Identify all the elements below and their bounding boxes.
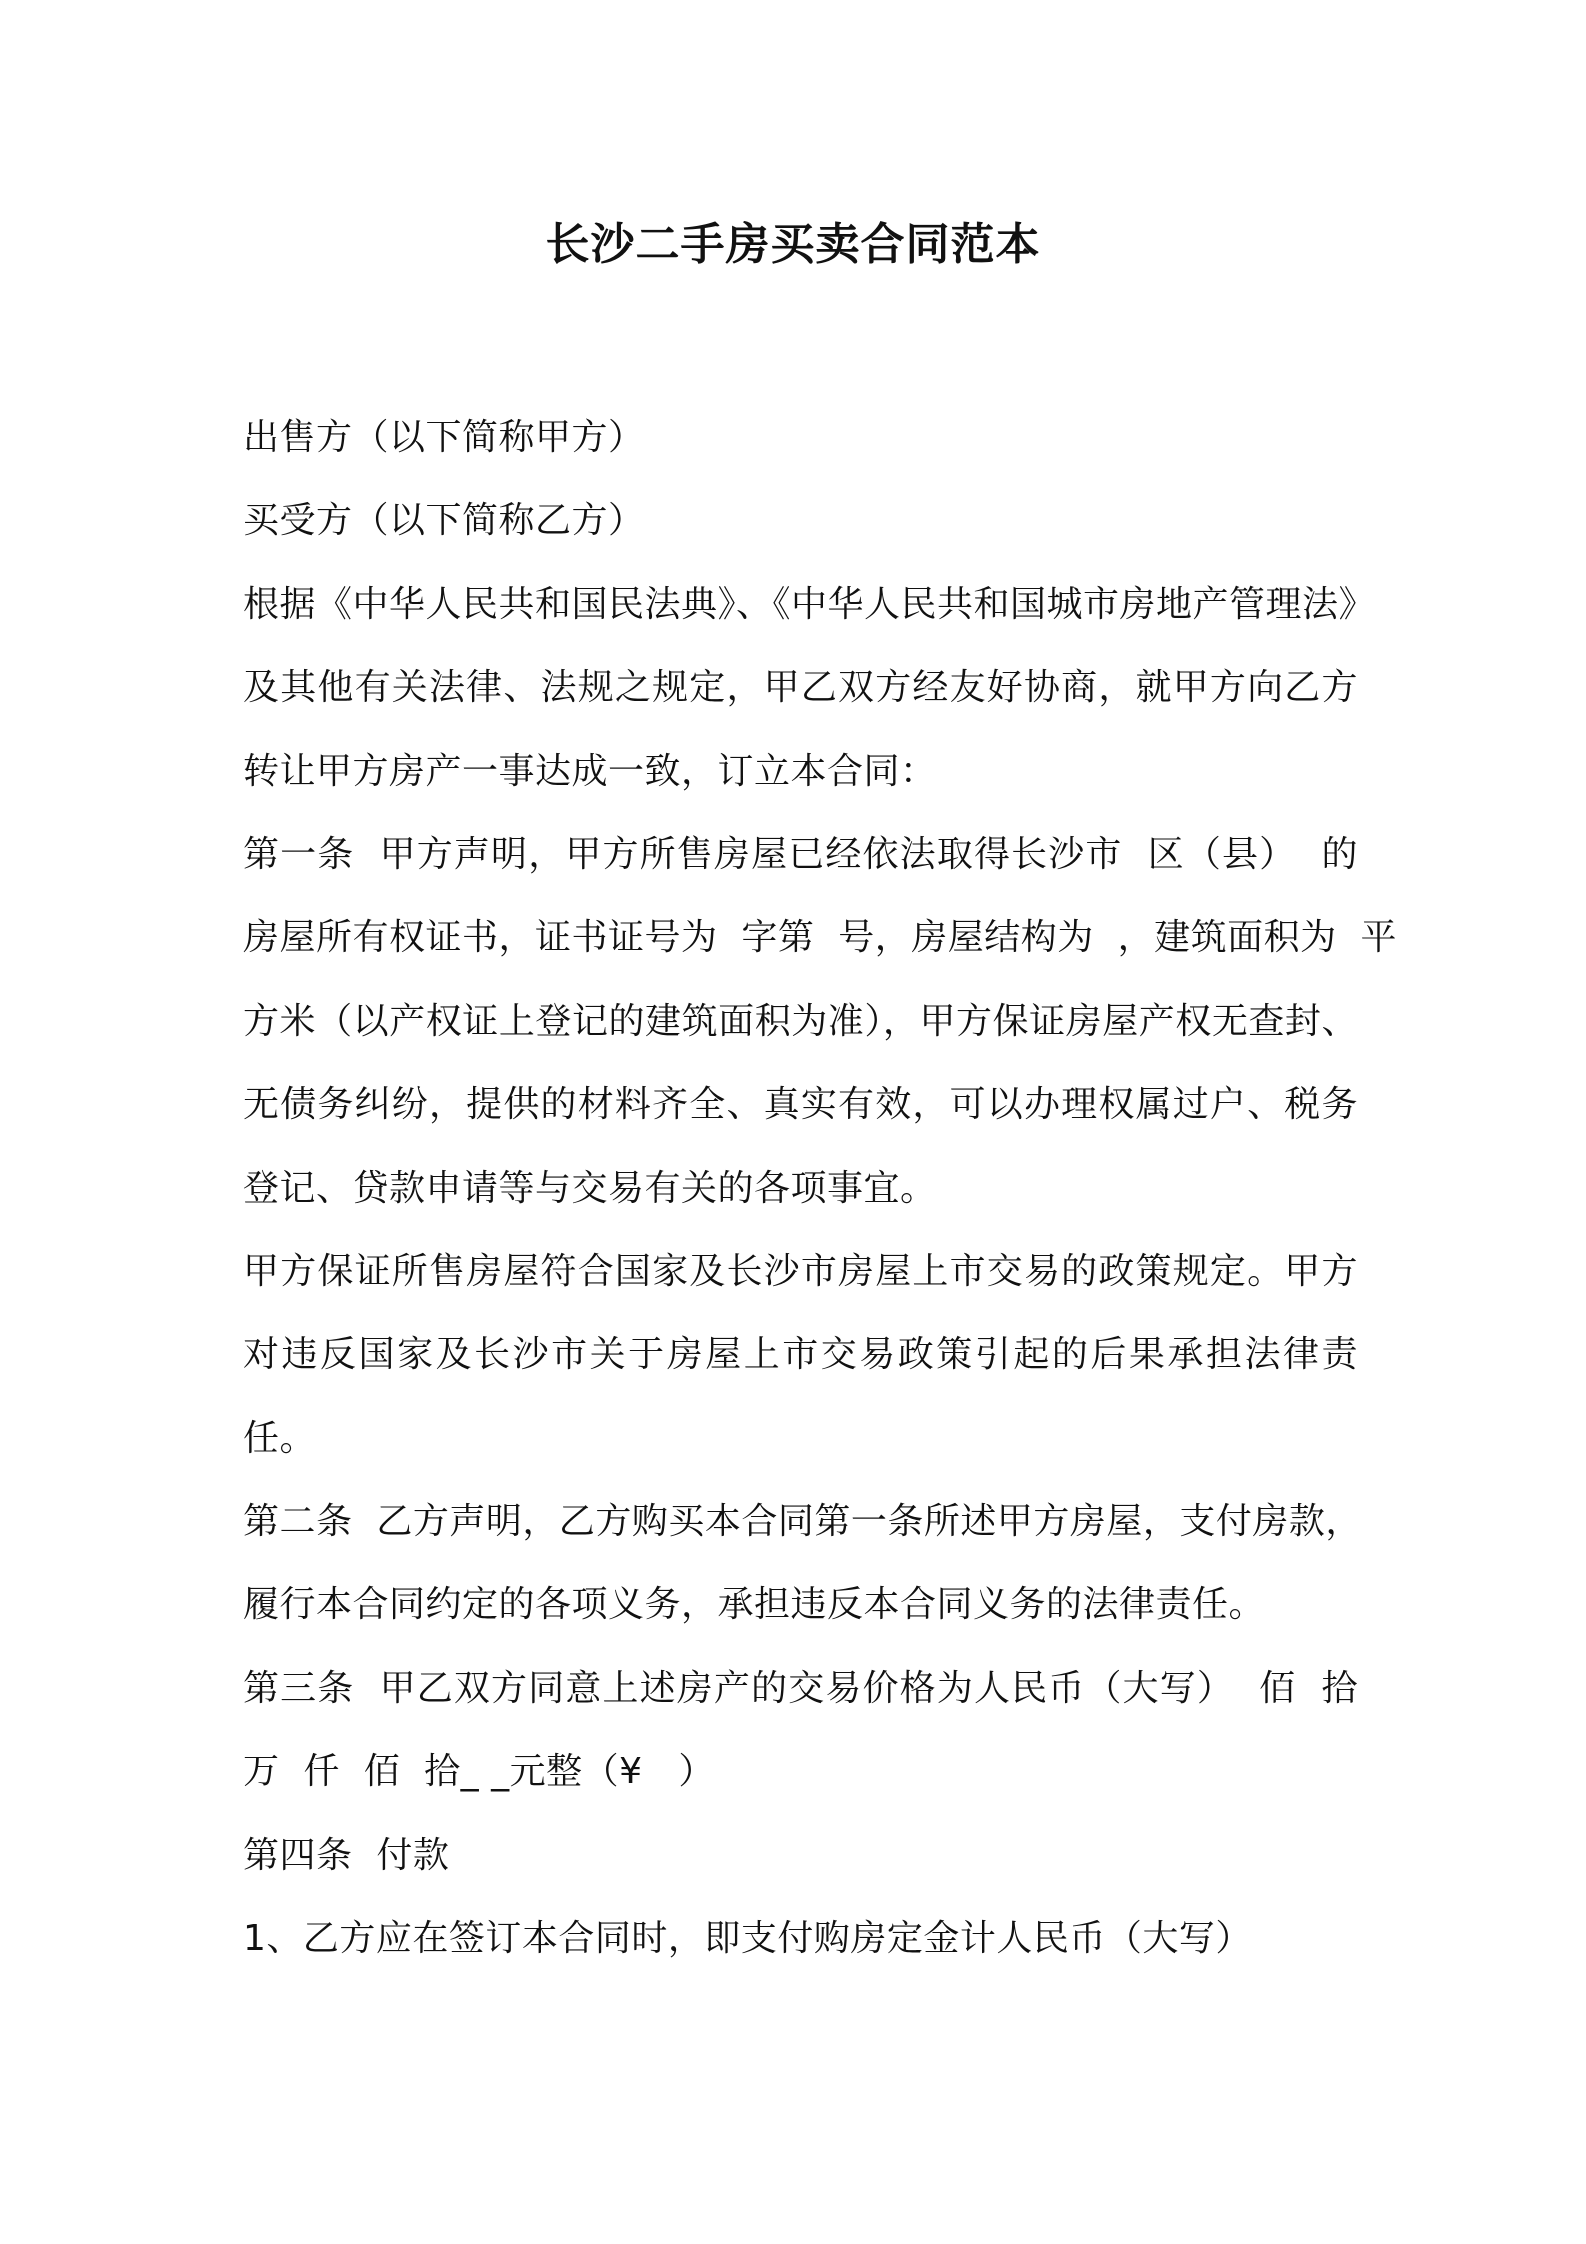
text-line: 甲方保证所售房屋符合国家及长沙市房屋上市交易的政策规定。甲方 <box>243 1250 1358 1292</box>
text-line: 根据《中华人民共和国民法典》、《中华人民共和国城市房地产管理法》 <box>243 583 1376 625</box>
article-1-line: 登记、贷款申请等与交易有关的各项事宜。 <box>243 1167 937 1209</box>
document-title: 长沙二手房买卖合同范本 <box>545 219 1041 270</box>
text-line: 转让甲方房产一事达成一致，订立本合同： <box>243 750 937 792</box>
article-3-line: 第三条 甲乙双方同意上述房产的交易价格为人民币（大写） 佰 拾 <box>243 1667 1358 1709</box>
text-line-buyer: 买受方（以下简称乙方） <box>243 500 645 542</box>
text-line: 对违反国家及长沙市关于房屋上市交易政策引起的后果承担法律责 <box>243 1334 1358 1376</box>
article-1-line: 无债务纠纷，提供的材料齐全、真实有效，可以办理权属过户、税务 <box>243 1084 1358 1126</box>
article-4-heading: 第四条 付款 <box>243 1834 450 1876</box>
article-1-line: 第一条 甲方声明，甲方所售房屋已经依法取得长沙市 区（县） 的 <box>243 833 1358 875</box>
document-body <box>243 408 1398 1992</box>
article-2-line: 第二条 乙方声明，乙方购买本合同第一条所述甲方房屋，支付房款， <box>243 1501 1362 1543</box>
article-2-line: 履行本合同约定的各项义务，承担违反本合同义务的法律责任。 <box>243 1584 1266 1626</box>
text-line: 及其他有关法律、法规之规定，甲乙双方经友好协商，就甲方向乙方 <box>243 667 1358 709</box>
text-line-seller: 出售方（以下简称甲方） <box>243 417 645 458</box>
text-line: 任。 <box>243 1417 317 1459</box>
article-1-line: 房屋所有权证书，证书证号为 字第 号，房屋结构为 ，建筑面积为 平 <box>243 917 1398 959</box>
article-3-line: 万 仟 佰 拾_ _元整（¥ ） <box>243 1751 715 1793</box>
article-1-line: 方米（以产权证上登记的建筑面积为准），甲方保证房屋产权无查封、 <box>243 1000 1358 1042</box>
article-4-item: 1、乙方应在签订本合同时，即支付购房定金计人民币（大写） <box>243 1918 1252 1960</box>
